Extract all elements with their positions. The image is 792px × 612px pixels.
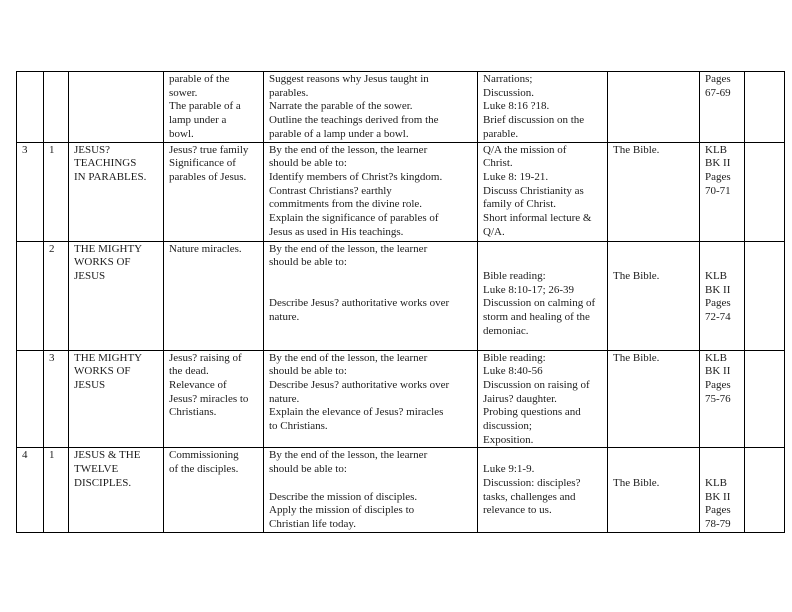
cell-line: Explain the significance of parables of <box>269 212 439 225</box>
cell-line: Pages <box>705 170 731 183</box>
table-cell <box>164 72 264 143</box>
table-cell <box>478 350 608 448</box>
cell-line: 70-71 <box>705 184 731 197</box>
table-cell <box>478 448 608 533</box>
cell-line: The Bible. <box>613 351 660 364</box>
cell-line: By the end of the lesson, the learner <box>269 351 428 364</box>
cell-line: Luke 8:40-56 <box>483 365 543 378</box>
cell-line: DISCIPLES. <box>74 476 132 489</box>
cell-line: TEACHINGS <box>74 157 137 170</box>
cell-line: Contrast Christians? earthly <box>269 184 392 197</box>
cell-line: to Christians. <box>269 420 328 433</box>
table-cell <box>44 448 69 533</box>
table-row <box>17 350 785 448</box>
cell-line: Explain the elevance of Jesus? miracles <box>269 406 444 419</box>
cell-line: Jairus? daughter. <box>483 392 557 405</box>
cell-line: 1 <box>49 143 55 156</box>
cell-line: storm and healing of the <box>483 311 590 324</box>
cell-line: of the disciples. <box>169 463 239 476</box>
table-cell <box>164 142 264 241</box>
cell-line <box>705 243 742 257</box>
cell-line <box>269 270 475 284</box>
cell-line: KLB <box>705 476 727 489</box>
table-cell <box>745 72 785 143</box>
table-cell <box>478 72 608 143</box>
cell-line: Christ. <box>483 157 513 170</box>
cell-line: Jesus? true family <box>169 143 249 156</box>
cell-line: Jesus? raising of <box>169 351 242 364</box>
table-cell <box>608 142 700 241</box>
cell-line: Luke 8:10-17; 26-39 <box>483 283 575 296</box>
cell-line: 2 <box>49 242 55 255</box>
cell-line: 3 <box>49 351 55 364</box>
cell-line <box>269 477 475 491</box>
table-cell <box>745 241 785 350</box>
cell-line: Q/A the mission of <box>483 143 567 156</box>
cell-line: tasks, challenges and <box>483 490 576 503</box>
cell-line: Bible reading: <box>483 351 546 364</box>
table-cell <box>264 142 478 241</box>
cell-line: KLB <box>705 143 727 156</box>
table-cell <box>17 448 44 533</box>
cell-line: Significance of <box>169 157 236 170</box>
table-cell <box>17 72 44 143</box>
cell-line: BK II <box>705 365 731 378</box>
cell-line: should be able to: <box>269 256 347 269</box>
cell-line: nature. <box>269 311 300 324</box>
cell-line <box>705 256 742 270</box>
cell-line: parable of the <box>169 73 230 85</box>
cell-line: Probing questions and <box>483 406 581 419</box>
cell-line: Pages <box>705 73 731 85</box>
cell-line: WORKS OF <box>74 256 131 269</box>
cell-line: Jesus as used in His teachings. <box>269 225 404 238</box>
cell-line: The Bible. <box>613 476 660 489</box>
table-cell <box>17 350 44 448</box>
table-cell <box>69 142 164 241</box>
cell-line: Luke 8: 19-21. <box>483 170 549 183</box>
cell-line: parable of a lamp under a bowl. <box>269 127 409 140</box>
cell-line: Christian life today. <box>269 517 356 530</box>
cell-line: The Bible. <box>613 269 660 282</box>
table-cell <box>608 241 700 350</box>
table-cell <box>44 350 69 448</box>
cell-line: The parable of a <box>169 100 241 113</box>
table-row <box>17 241 785 350</box>
cell-line <box>613 256 697 270</box>
table-cell <box>264 448 478 533</box>
table-cell <box>44 241 69 350</box>
cell-line: Describe Jesus? authoritative works over <box>269 378 450 391</box>
cell-line <box>705 449 742 463</box>
cell-line: Relevance of <box>169 378 227 391</box>
cell-line: Pages <box>705 378 731 391</box>
cell-line: nature. <box>269 392 300 405</box>
cell-line: bowl. <box>169 127 194 140</box>
cell-line <box>705 463 742 477</box>
table-cell <box>608 448 700 533</box>
table-cell <box>164 350 264 448</box>
cell-line: 4 <box>22 449 28 462</box>
cell-line: should be able to: <box>269 157 347 170</box>
cell-line: 3 <box>22 143 28 156</box>
cell-line: Discuss Christianity as <box>483 184 584 197</box>
cell-line: Brief discussion on the <box>483 114 585 127</box>
cell-line: By the end of the lesson, the learner <box>269 242 428 255</box>
cell-line: By the end of the lesson, the learner <box>269 143 428 156</box>
cell-line: Short informal lecture & <box>483 212 592 225</box>
cell-line: JESUS <box>74 378 106 391</box>
schemes-table-body <box>17 72 785 533</box>
cell-line: should be able to: <box>269 463 347 476</box>
cell-line: 78-79 <box>705 517 731 530</box>
cell-line: parables of Jesus. <box>169 170 247 183</box>
cell-line: Outline the teachings derived from the <box>269 114 439 127</box>
cell-line: discussion; <box>483 420 532 433</box>
cell-line: KLB <box>705 269 727 282</box>
table-cell <box>700 142 745 241</box>
table-cell <box>44 142 69 241</box>
table-cell <box>17 241 44 350</box>
cell-line: Pages <box>705 504 731 517</box>
cell-line: commitments from the divine role. <box>269 198 423 211</box>
table-row <box>17 448 785 533</box>
table-cell <box>17 142 44 241</box>
cell-line: Discussion: disciples? <box>483 476 581 489</box>
cell-line <box>483 449 605 463</box>
cell-line <box>483 256 605 270</box>
cell-line: Describe Jesus? authoritative works over <box>269 297 450 310</box>
table-cell <box>700 72 745 143</box>
cell-line: Pages <box>705 297 731 310</box>
cell-line: BK II <box>705 283 731 296</box>
cell-line: 67-69 <box>705 86 731 99</box>
cell-line <box>613 243 697 257</box>
cell-line <box>613 463 697 477</box>
cell-line: family of Christ. <box>483 198 557 211</box>
cell-line: Luke 9:1-9. <box>483 463 535 476</box>
cell-line: Discussion on raising of <box>483 378 590 391</box>
cell-line: By the end of the lesson, the learner <box>269 449 428 462</box>
table-cell <box>745 142 785 241</box>
cell-line <box>613 449 697 463</box>
table-cell <box>69 72 164 143</box>
cell-line: Narrations; <box>483 73 533 85</box>
cell-line: Apply the mission of disciples to <box>269 504 415 517</box>
cell-line: TWELVE <box>74 463 119 476</box>
table-cell <box>164 241 264 350</box>
cell-line: Commissioning <box>169 449 239 462</box>
cell-line: should be able to: <box>269 365 347 378</box>
cell-line: lamp under a <box>169 114 227 127</box>
cell-line: Describe the mission of disciples. <box>269 490 418 503</box>
table-cell <box>745 448 785 533</box>
table-cell <box>69 448 164 533</box>
table-row <box>17 142 785 241</box>
cell-line: Jesus? miracles to <box>169 392 249 405</box>
cell-line: demoniac. <box>483 324 529 337</box>
table-cell <box>164 448 264 533</box>
cell-line: BK II <box>705 490 731 503</box>
table-cell <box>264 241 478 350</box>
cell-line: JESUS <box>74 269 106 282</box>
table-cell <box>44 72 69 143</box>
cell-line: The Bible. <box>613 143 660 156</box>
table-cell <box>745 350 785 448</box>
cell-line: 75-76 <box>705 392 731 405</box>
cell-line: Discussion. <box>483 86 535 99</box>
table-cell <box>264 72 478 143</box>
table-cell <box>69 350 164 448</box>
cell-line: Narrate the parable of the sower. <box>269 100 413 113</box>
cell-line: JESUS & THE <box>74 449 141 462</box>
cell-line: Exposition. <box>483 433 534 446</box>
cell-line: relevance to us. <box>483 504 552 517</box>
cell-line: JESUS? <box>74 143 111 156</box>
cell-line: Bible reading: <box>483 269 546 282</box>
cell-line: parables. <box>269 86 309 99</box>
table-cell <box>700 350 745 448</box>
schemes-of-work-table <box>16 71 785 533</box>
table-cell <box>69 241 164 350</box>
cell-line: sower. <box>169 86 198 99</box>
table-cell <box>608 72 700 143</box>
table-cell <box>608 350 700 448</box>
cell-line: KLB <box>705 351 727 364</box>
cell-line: parable. <box>483 127 519 140</box>
table-cell <box>478 241 608 350</box>
cell-line: THE MIGHTY <box>74 351 143 364</box>
cell-line: THE MIGHTY <box>74 242 143 255</box>
table-cell <box>700 241 745 350</box>
cell-line: 72-74 <box>705 311 731 324</box>
cell-line: 1 <box>49 449 55 462</box>
table-row <box>17 72 785 143</box>
cell-line: Identify members of Christ?s kingdom. <box>269 170 443 183</box>
cell-line: the dead. <box>169 365 209 378</box>
table-cell <box>478 142 608 241</box>
cell-line: Discussion on calming of <box>483 297 596 310</box>
cell-line: Nature miracles. <box>169 242 242 255</box>
cell-line: Luke 8:16 ?18. <box>483 100 550 113</box>
table-cell <box>264 350 478 448</box>
table-cell <box>700 448 745 533</box>
cell-line: BK II <box>705 157 731 170</box>
cell-line <box>269 284 475 298</box>
cell-line: WORKS OF <box>74 365 131 378</box>
cell-line <box>483 243 605 257</box>
cell-line: Q/A. <box>483 225 505 238</box>
cell-line: Suggest reasons why Jesus taught in <box>269 73 429 85</box>
cell-line: Christians. <box>169 406 217 419</box>
cell-line: IN PARABLES. <box>74 170 147 183</box>
